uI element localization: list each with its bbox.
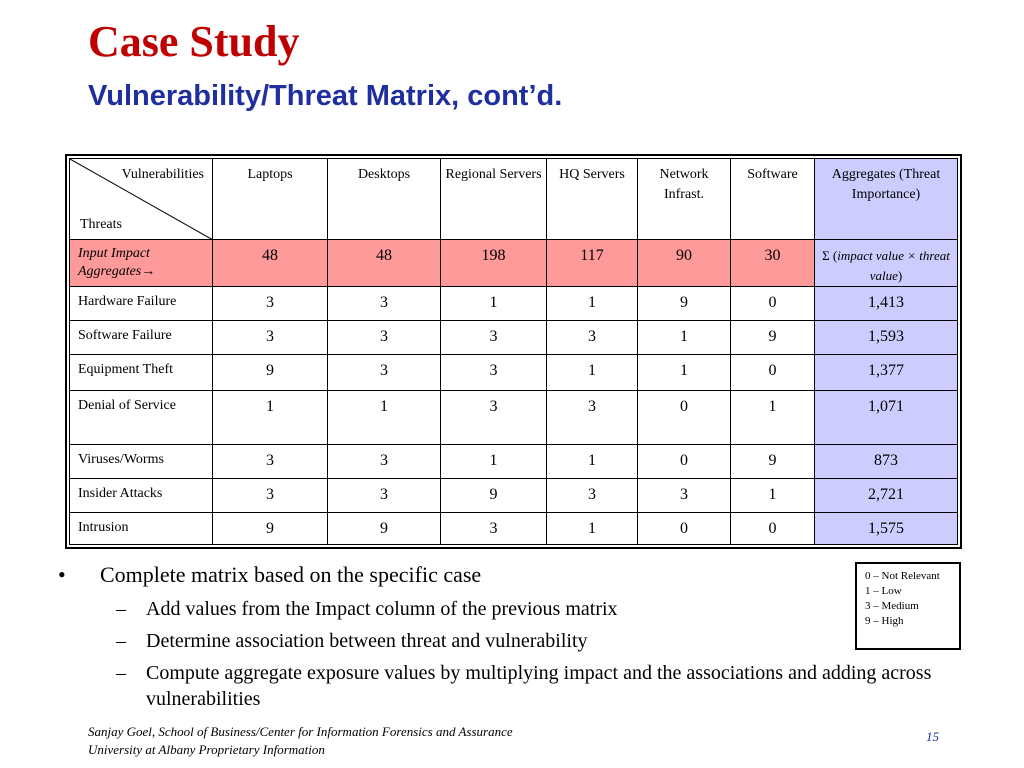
arrow-right-icon: → (141, 264, 156, 279)
impact-value: 117 (547, 240, 638, 287)
legend-item: 9 – High (865, 615, 904, 627)
dash-icon: – (116, 598, 126, 620)
sub-bullet-text: Determine association between threat and vulnerability (146, 630, 588, 652)
matrix-cell: 3 (213, 321, 328, 355)
aggregate-header: Aggregates (Threat Importance) (815, 159, 958, 240)
column-header: Regional Servers (441, 159, 547, 240)
matrix-cell: 3 (547, 479, 638, 513)
matrix-cell: 1 (638, 321, 731, 355)
matrix-cell: 1 (547, 355, 638, 391)
threat-matrix (65, 154, 962, 549)
matrix-cell: 0 (731, 513, 815, 545)
bullet-icon: • (58, 562, 66, 587)
threat-label: Software Failure (70, 321, 213, 355)
matrix-cell: 1 (638, 355, 731, 391)
matrix-cell: 9 (213, 513, 328, 545)
matrix-cell: 3 (328, 321, 441, 355)
matrix-cell: 3 (638, 479, 731, 513)
sub-bullet-text: Compute aggregate exposure values by multiplying impact and the associations and adding across vulnerabilities (146, 662, 932, 710)
slide-subtitle: Vulnerability/Threat Matrix, cont’d. (88, 80, 563, 112)
sigma-prefix: Σ ( (822, 248, 838, 263)
matrix-cell: 3 (213, 287, 328, 321)
matrix-cell: 0 (638, 445, 731, 479)
threat-label: Insider Attacks (70, 479, 213, 513)
aggregate-formula (815, 240, 958, 287)
matrix-cell: 0 (638, 513, 731, 545)
threat-label: Hardware Failure (70, 287, 213, 321)
impact-value: 30 (731, 240, 815, 287)
matrix-cell: 3 (328, 355, 441, 391)
impact-label: Input Impact Aggregates (78, 246, 150, 279)
table-row (70, 513, 958, 545)
matrix-cell: 3 (441, 355, 547, 391)
column-header: Network Infrast. (638, 159, 731, 240)
threats-label: Threats (80, 217, 122, 232)
legend-item: 0 – Not Relevant (865, 570, 940, 582)
matrix-cell: 1 (213, 391, 328, 445)
threat-label: Denial of Service (70, 391, 213, 445)
matrix-cell: 3 (213, 445, 328, 479)
slide-title: Case Study (88, 17, 300, 66)
sub-bullet-text: Add values from the Impact column of the previous matrix (146, 598, 618, 620)
aggregate-value: 2,721 (815, 479, 958, 513)
aggregate-value: 1,377 (815, 355, 958, 391)
aggregate-value: 1,071 (815, 391, 958, 445)
matrix-cell: 9 (731, 321, 815, 355)
matrix-cell: 9 (441, 479, 547, 513)
footer (88, 723, 513, 759)
page-number: 15 (926, 729, 939, 744)
matrix-cell: 1 (441, 287, 547, 321)
matrix-cell: 3 (328, 287, 441, 321)
matrix-cell: 3 (547, 391, 638, 445)
matrix-cell: 3 (213, 479, 328, 513)
column-header: Laptops (213, 159, 328, 240)
matrix-cell: 9 (213, 355, 328, 391)
scale-legend (855, 562, 961, 650)
matrix-cell: 3 (441, 321, 547, 355)
column-header: HQ Servers (547, 159, 638, 240)
table-row (70, 391, 958, 445)
table-row (70, 321, 958, 355)
dash-icon: – (116, 630, 126, 652)
threat-label: Equipment Theft (70, 355, 213, 391)
bullet-item (58, 560, 988, 590)
vulnerabilities-label: Vulnerabilities (121, 167, 204, 182)
footer-line: University at Albany Proprietary Information (88, 742, 325, 757)
matrix-cell: 1 (547, 513, 638, 545)
matrix-cell: 1 (441, 445, 547, 479)
aggregate-value: 873 (815, 445, 958, 479)
column-header: Desktops (328, 159, 441, 240)
matrix-cell: 1 (731, 391, 815, 445)
sub-bullet-item (58, 628, 988, 654)
footer-line: Sanjay Goel, School of Business/Center for Information Forensics and Assurance (88, 724, 513, 739)
formula-text: impact value × threat value (837, 248, 950, 283)
matrix-cell: 3 (441, 391, 547, 445)
impact-value: 48 (328, 240, 441, 287)
sub-bullet-item (58, 596, 988, 622)
matrix-cell: 1 (328, 391, 441, 445)
legend-item: 1 – Low (865, 585, 902, 597)
header-row (70, 159, 958, 240)
formula-suffix: ) (897, 268, 903, 283)
table-row (70, 445, 958, 479)
table-row (70, 479, 958, 513)
matrix-cell: 3 (547, 321, 638, 355)
impact-value: 48 (213, 240, 328, 287)
table-row (70, 287, 958, 321)
bullet-list (58, 560, 988, 712)
legend-item: 3 – Medium (865, 600, 919, 612)
dash-icon: – (116, 662, 126, 684)
matrix-cell: 3 (328, 445, 441, 479)
matrix-cell: 3 (441, 513, 547, 545)
aggregate-value: 1,413 (815, 287, 958, 321)
impact-value: 198 (441, 240, 547, 287)
matrix-cell: 1 (731, 479, 815, 513)
matrix-cell: 0 (638, 391, 731, 445)
matrix-cell: 0 (731, 287, 815, 321)
matrix-corner-cell (70, 159, 213, 240)
matrix-cell: 9 (638, 287, 731, 321)
aggregate-value: 1,575 (815, 513, 958, 545)
matrix-cell: 9 (731, 445, 815, 479)
matrix-cell: 9 (328, 513, 441, 545)
sub-bullet-item (58, 660, 988, 712)
column-header: Software (731, 159, 815, 240)
impact-label-cell (70, 240, 213, 287)
table-row (70, 355, 958, 391)
threat-label: Viruses/Worms (70, 445, 213, 479)
impact-row (70, 240, 958, 287)
aggregate-value: 1,593 (815, 321, 958, 355)
threat-label: Intrusion (70, 513, 213, 545)
matrix-cell: 1 (547, 287, 638, 321)
impact-value: 90 (638, 240, 731, 287)
matrix-cell: 3 (328, 479, 441, 513)
matrix-cell: 0 (731, 355, 815, 391)
matrix-cell: 1 (547, 445, 638, 479)
bullet-text: Complete matrix based on the specific case (100, 562, 482, 587)
